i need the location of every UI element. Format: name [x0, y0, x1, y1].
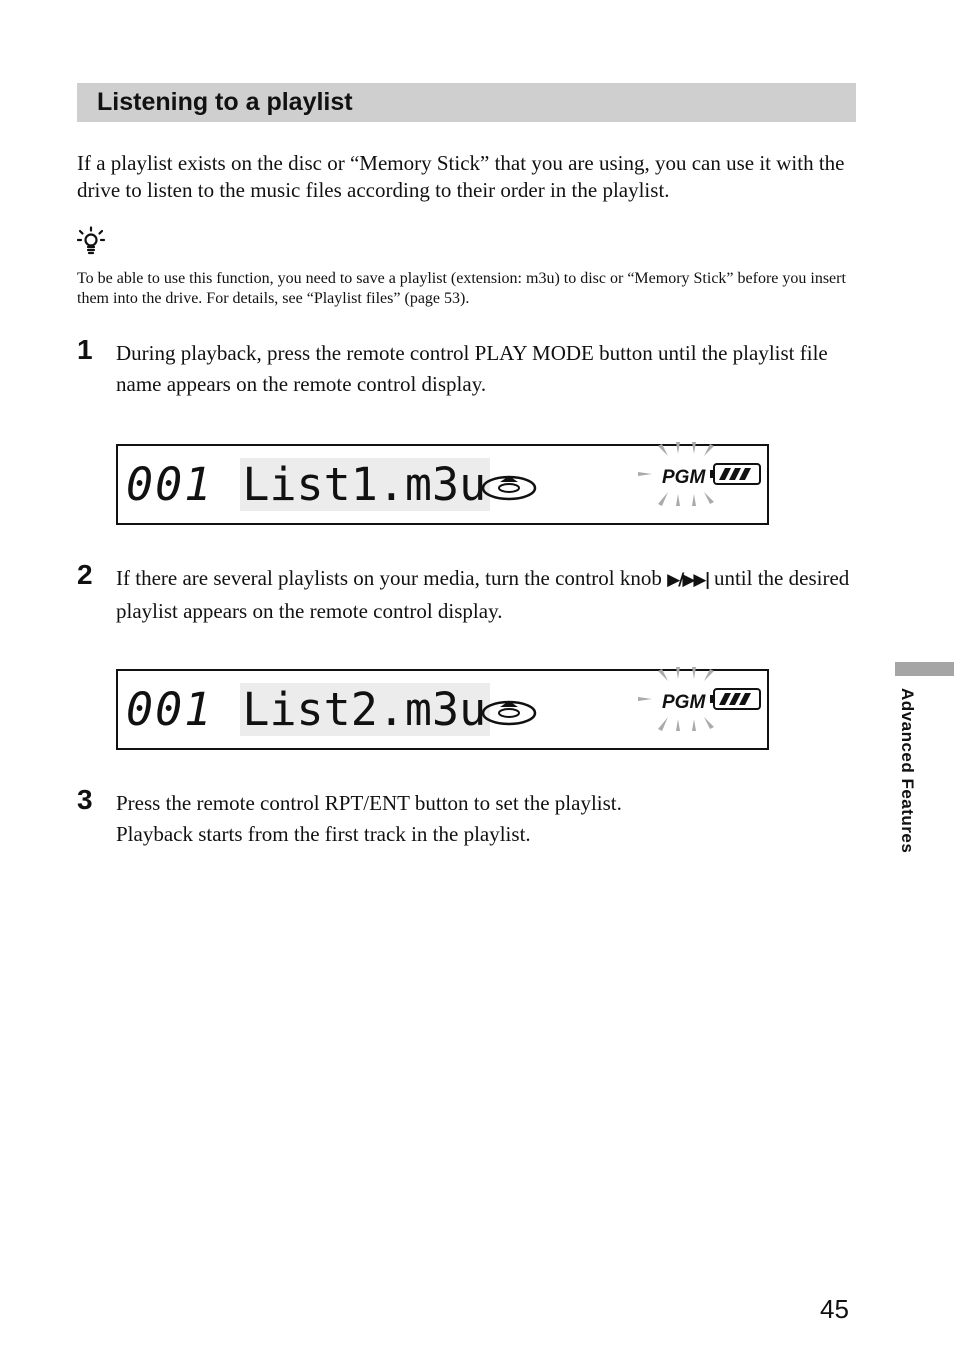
- intro-paragraph: If a playlist exists on the disc or “Memory Stick” that you are using, you can use it with the drive to listen to the music files according to their order in the playlist.: [77, 151, 845, 202]
- hint-text: To be able to use this function, you need to save a playlist (extension: m3u) to disc or “Memory Stick” before you insert them into the drive. For details, see “Playlist files” (page 53).: [77, 270, 846, 307]
- side-tab-label: Advanced Features: [898, 688, 917, 854]
- remote-display-1: [116, 444, 769, 525]
- step-number-3: 3: [77, 784, 93, 815]
- battery-icon: [710, 689, 760, 709]
- disc-icon: [480, 698, 538, 728]
- step-text-3: [116, 788, 861, 850]
- step-number-2: 2: [77, 559, 93, 590]
- play-next-icon: ▶/▶▶|: [667, 570, 709, 590]
- pgm-battery-indicator: [636, 442, 764, 510]
- lightbulb-icon: [77, 226, 107, 258]
- lcd-track-number: 001: [126, 458, 214, 511]
- step-2-text-after: until the desired playlist appears on the remote control display.: [116, 566, 850, 623]
- step-text-2: [116, 563, 861, 627]
- pgm-label: PGM: [662, 467, 706, 488]
- lcd-readout: [126, 685, 490, 735]
- battery-icon: [710, 464, 760, 484]
- step-text-1: During playback, press the remote control PLAY MODE button until the playlist file name appears on the remote control display.: [116, 341, 828, 396]
- remote-display-2: [116, 669, 769, 750]
- section-title: Listening to a playlist: [97, 88, 353, 116]
- step-2-text-before: If there are several playlists on your media, turn the control knob: [116, 566, 662, 590]
- lcd-readout: [126, 460, 490, 510]
- disc-icon: [480, 473, 538, 503]
- lcd-playlist-name: List1.m3u: [240, 458, 490, 511]
- lcd-playlist-name: List2.m3u: [240, 683, 490, 736]
- page-number: 45: [820, 1294, 849, 1324]
- side-tab-marker: [895, 662, 954, 676]
- pgm-label: PGM: [662, 692, 706, 713]
- section-header-bar: [77, 83, 856, 122]
- pgm-battery-indicator: [636, 667, 764, 735]
- step-3-line-2: Playback starts from the first track in the playlist.: [116, 822, 531, 846]
- lcd-track-number: 001: [126, 683, 214, 736]
- step-number-1: 1: [77, 334, 93, 365]
- step-3-line-1: Press the remote control RPT/ENT button to set the playlist.: [116, 791, 622, 815]
